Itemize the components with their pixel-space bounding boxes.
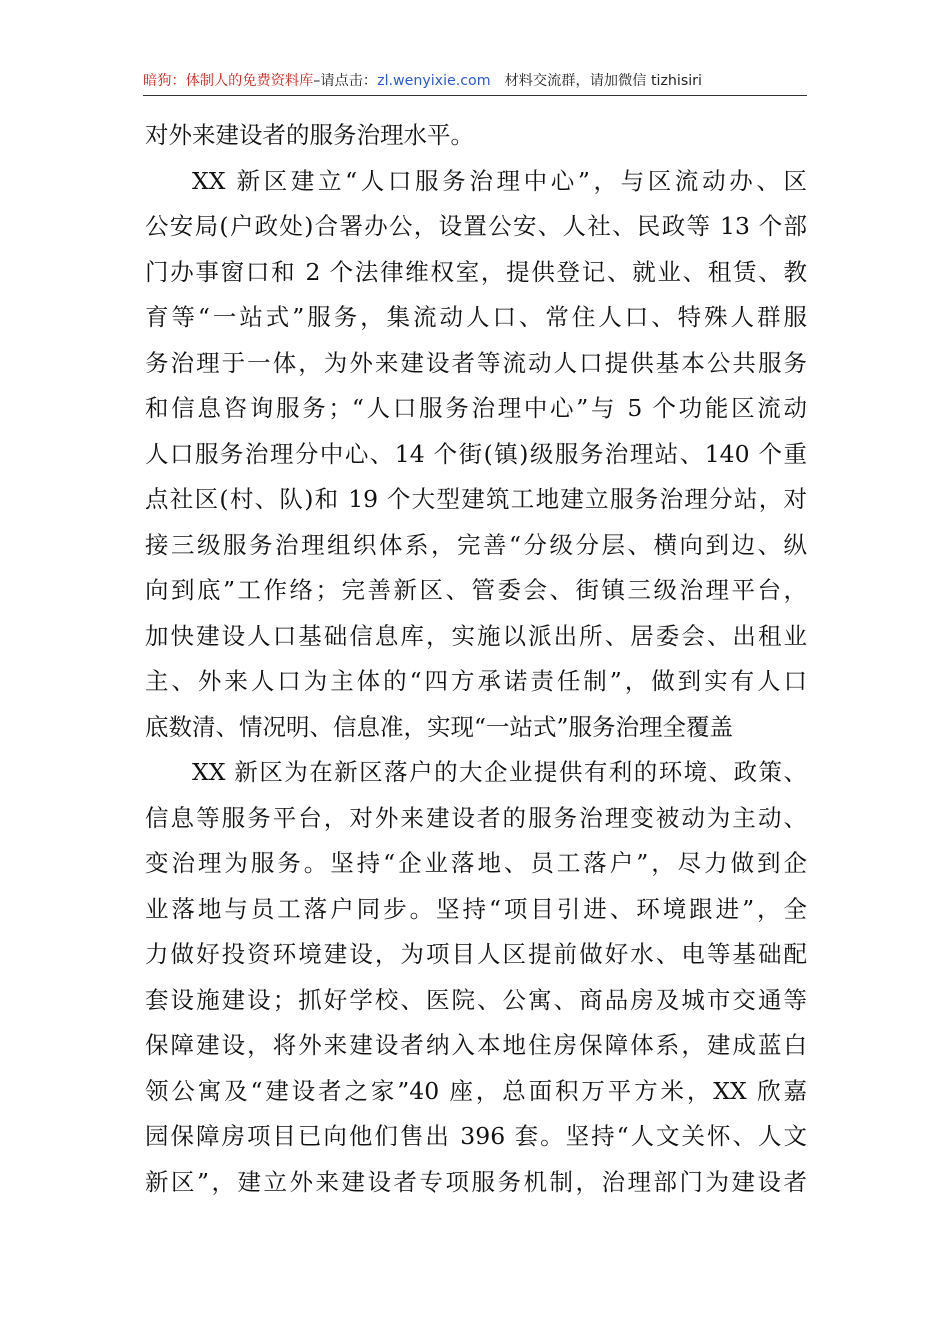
- text-line: 务治理于一体，为外来建设者等流动人口提供基本公共服务: [145, 348, 807, 377]
- text-line: 套设施建设；抓好学校、医院、公寓、商品房及城市交通等: [145, 985, 807, 1014]
- text-line: 信息等服务平台，对外来建设者的服务治理变被动为主动、: [145, 803, 807, 832]
- text-line: 变治理为服务。坚持“企业落地、员工落户”，尽力做到企: [145, 849, 807, 877]
- document-body: [145, 113, 807, 1205]
- page-header: [143, 70, 807, 92]
- text-line: 和信息咨询服务；“人口服务治理中心”与 5 个功能区流动: [145, 394, 807, 422]
- text-line: 力做好投资环境建设，为项目人区提前做好水、电等基础配: [145, 940, 807, 968]
- header-contact-info: 材料交流群，请加微信 tizhisiri: [504, 73, 702, 89]
- text-line: 人口服务治理分中心、14 个街(镇)级服务治理站、140 个重: [145, 439, 807, 468]
- text-line: XX 新区为在新区落户的大企业提供有利的环境、政策、: [192, 758, 807, 786]
- text-line: 园保障房项目已向他们售出 396 套。坚持“人文关怀、人文: [145, 1122, 807, 1150]
- header-link[interactable]: zl.wenyixie.com: [377, 73, 491, 89]
- header-divider: [143, 95, 807, 96]
- text-line: 向到底”工作络；完善新区、管委会、街镇三级治理平台，: [145, 576, 807, 604]
- text-line: 主、外来人口为主体的“四方承诺责任制”，做到实有人口: [145, 667, 807, 695]
- text-line: 对外来建设者的服务治理水平。: [145, 121, 474, 149]
- header-prompt: –请点击：: [313, 73, 378, 89]
- header-brand: 暗狗：体制人的免费资料库: [143, 73, 314, 89]
- text-line: 育等“一站式”服务，集流动人口、常住人口、特殊人群服: [145, 303, 807, 331]
- text-line: 领公寓及“建设者之家”40 座，总面积万平方米，XX 欣嘉: [145, 1076, 807, 1105]
- text-line: 新区”，建立外来建设者专项服务机制，治理部门为建设者: [145, 1167, 807, 1196]
- text-line: 点社区(村、队)和 19 个大型建筑工地建立服务治理分站，对: [145, 485, 807, 513]
- text-line: 底数清、情况明、信息准，实现“一站式”服务治理全覆盖: [145, 712, 734, 741]
- text-line: 接三级服务治理组织体系，完善“分级分层、横向到边、纵: [145, 530, 807, 559]
- text-line: 加快建设人口基础信息库，实施以派出所、居委会、出租业: [145, 621, 807, 650]
- text-line: XX 新区建立“人口服务治理中心”，与区流动办、区: [192, 166, 807, 195]
- text-line: 门办事窗口和 2 个法律维权室，提供登记、就业、租赁、教: [145, 257, 807, 286]
- text-line: 保障建设，将外来建设者纳入本地住房保障体系，建成蓝白: [145, 1031, 807, 1059]
- text-line: 业落地与员工落户同步。坚持“项目引进、环境跟进”，全: [145, 894, 807, 923]
- text-line: 公安局(户政处)合署办公，设置公安、人社、民政等 13 个部: [145, 212, 807, 240]
